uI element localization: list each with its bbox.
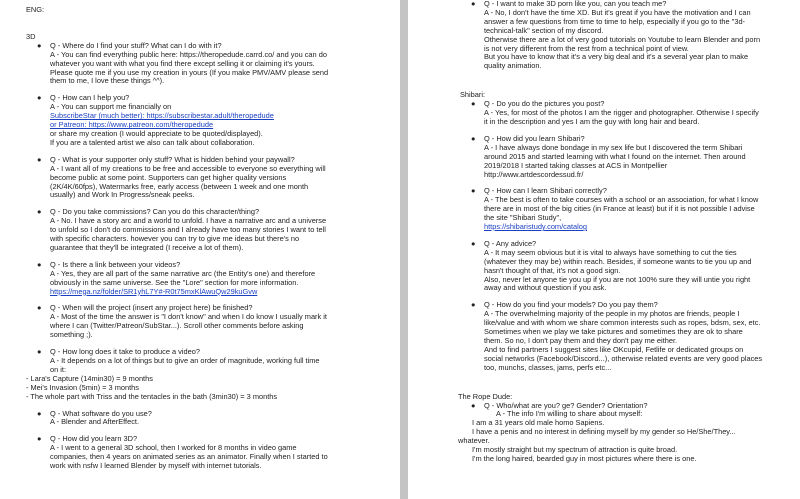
faq-answer	[50, 357, 390, 375]
answer-line: companies, then 4 years on animated series as an animator. Finally when I started to	[50, 452, 328, 462]
answer-line: (whatever they may be) within reach. Besides, if someone wants to tie you up and	[484, 256, 752, 266]
artdescordessud-link[interactable]: http://www.artdescordessud.fr/	[484, 169, 584, 179]
answer-line: 2019/2018 I started taking classes at ACS in Montpellier	[484, 160, 668, 170]
faq-item	[460, 240, 790, 293]
faq-answer	[50, 165, 390, 201]
answer-line: A - It may seem obvious but it is vital to always have something to cut the ties	[484, 247, 737, 257]
mega-lore-link[interactable]: https://mega.nz/folder/SR1yhL7Y#-R0t75mxKlAwuQw29kuGvw	[50, 286, 258, 296]
faq-question: Q - How did you learn Shibari?	[484, 133, 585, 143]
faq-question: Q - How can I learn Shibari correctly?	[484, 186, 607, 196]
answer-line: I have a penis and no interest in defining myself by my gender so He/She/They...	[472, 427, 736, 437]
answer-line: whatever you want with what you find there except selling it or claiming it's yours.	[50, 58, 315, 68]
answer-line: become public at some point. Supporters can get higher quality versions	[50, 172, 287, 182]
bullet-icon: ●	[37, 93, 42, 103]
answer-line: A - No, I don't have the time XD. But it's great if you have the motivation and I can	[484, 7, 751, 17]
answer-line: I am a 31 years old male homo Sapiens.	[472, 418, 605, 428]
answer-line: hasn't thought of that, it's not a good sign.	[484, 265, 621, 275]
section-heading-shibari: Shibari:	[460, 90, 486, 100]
answer-line: to unfold so I don't do commissions and I already have too many stories I want to tell	[50, 225, 326, 235]
faq-item	[460, 187, 790, 232]
answer-line: Sometimes when we play we take pictures and sometimes they are ok to share	[484, 327, 743, 337]
bullet-icon: ●	[471, 238, 476, 248]
faq-item	[26, 304, 390, 340]
faq-item	[26, 42, 390, 87]
answer-line: whatever.	[458, 436, 490, 446]
answer-line: But you have to know that it's a very big deal and it's a several year plan to make	[484, 52, 749, 62]
answer-line: away and without question if you ask.	[484, 283, 607, 293]
answer-line: too, munchs, classes, jams, perfs etc...	[484, 362, 612, 372]
faq-answer	[50, 444, 390, 471]
faq-question: Q - When will the project (insert any project here) be finished?	[50, 303, 253, 313]
answer-line: Please quote me if you use my creation in yours (If you make PMV/AMV please send	[50, 67, 329, 77]
bullet-icon: ●	[471, 400, 476, 410]
answer-line: something ;).	[50, 330, 93, 340]
answer-line: them. So no, I don't pay them and they don't pay me either.	[484, 336, 678, 345]
faq-answer	[484, 144, 790, 180]
language-label: ENG:	[26, 5, 45, 14]
faq-question: Q - I want to make 3D porn like you, can you teach me?	[484, 0, 667, 8]
patreon-link[interactable]: or Patreon: https://www.patreon.com/theropedude	[50, 120, 214, 130]
answer-line: where I can (Twitter/Patreon/SubStar...). Scroll other comments before asking	[50, 321, 304, 331]
answer-line: around 2015 and started learning with what I found on the internet. Then around	[484, 151, 746, 161]
faq-item	[460, 0, 790, 71]
answer-line: is not very different from the rest from a technical point of view.	[484, 43, 689, 53]
answer-line: A - The overwhelming majority of the people in my photos are friends, people I	[484, 309, 740, 319]
faq-answer	[50, 217, 390, 253]
section-heading-rope-dude: The Rope Dude:	[458, 391, 513, 401]
document-page-right	[408, 0, 800, 499]
answer-line: Also, never let anyone tie you up if you are not 100% sure they will untie you right	[484, 274, 751, 284]
bullet-icon: ●	[37, 303, 42, 313]
faq-answer	[50, 51, 390, 87]
bullet-icon: ●	[37, 347, 42, 357]
answer-line: I'm the long haired, bearded guy in most pictures where there is one.	[472, 453, 697, 463]
answer-line: If you are a talented artist we also can talk about collaboration.	[50, 137, 255, 147]
answer-line: them to me, I love these things ^^).	[50, 76, 165, 86]
faq-answer	[484, 196, 790, 232]
answer-line: answer a few questions from time to time to help, especially if you go to the "3d-	[484, 16, 746, 26]
answer-line: the site "Shibari Study",	[484, 213, 562, 223]
answer-line: A - Yes, they are all part of the same narrative arc (the Entity's one) and therefore	[50, 268, 316, 278]
faq-question: Q - Do you take commissions? Can you do this character/thing?	[50, 207, 260, 217]
answer-line: with specific characters. however you can try to give me ideas but there's no	[50, 234, 300, 244]
answer-line: technical-talk" section of my discord.	[484, 25, 604, 35]
bullet-icon: ●	[37, 40, 42, 50]
faq-list-3d	[26, 42, 390, 471]
faq-item	[26, 94, 390, 147]
bullet-icon: ●	[37, 408, 42, 418]
faq-question: Q - How do you find your models? Do you pay them?	[484, 300, 658, 310]
answer-line: quality animation.	[484, 61, 542, 71]
answer-line: guarantee that they'll be integrated (I receive a lot of them).	[50, 242, 244, 252]
answer-line: A - I went to a general 3D school, then I worked for 8 months in video game	[50, 443, 297, 453]
faq-item	[26, 435, 390, 471]
answer-line: A - The best is often to take courses with a school or an association, for what I know	[484, 195, 759, 205]
faq-question: Q - How did you learn 3D?	[50, 434, 138, 444]
faq-answer: A - The info I'm willing to share about myself:	[496, 409, 643, 419]
faq-answer	[50, 103, 390, 148]
answer-line: A - You can find everything public here: https://theropedude.carrd.co/ and you can do	[50, 49, 327, 59]
faq-question: Q - Do you do the pictures you post?	[484, 99, 605, 109]
answer-line: A - Yes, for most of the photos I am the rigger and photographer. Otherwise I specify	[484, 108, 759, 118]
faq-question: Q - Where do I find your stuff? What can I do with it?	[50, 40, 222, 50]
answer-line: it in the description and yes I am the guy with long hair and beard.	[484, 116, 700, 126]
duration-line: - Mei's Invasion (5min) = 3 months	[26, 382, 139, 392]
answer-line: or share my creation (I would appreciate to be quoted/displayed).	[50, 128, 263, 138]
answer-line: A - I have always done bondage in my sex life but I discovered the term Shibari	[484, 142, 743, 152]
section-heading-3d: 3D	[26, 31, 36, 41]
bullet-icon: ●	[471, 99, 476, 109]
faq-question: Q - Any advice?	[484, 238, 537, 248]
answer-line: A - It depends on a lot of things but to give an order of magnitude, working full time	[50, 356, 320, 365]
answer-line: I'm mostly straight but my spectrum of attraction is quite broad.	[472, 445, 678, 455]
answer-line: social networks (Facebook/Discord...), otherwise related events are very good places	[484, 353, 763, 363]
faq-item	[26, 208, 390, 253]
bullet-icon: ●	[471, 0, 476, 8]
answer-line: like/value and with whom we share common interests such as ropes, bdsm, sex, etc.	[484, 318, 761, 328]
faq-answer	[484, 310, 790, 372]
faq-item	[26, 348, 390, 375]
duration-line: - Lara's Capture (14min30) = 9 months	[26, 373, 153, 383]
faq-question: Q - Is there a link between your videos?	[50, 259, 181, 269]
faq-item	[26, 410, 390, 428]
duration-list	[26, 375, 390, 402]
page-gutter	[400, 0, 408, 499]
answer-line: And to find partners I suggest sites like OKcupid, Fetlife or dedicated groups on	[484, 344, 744, 354]
answer-line: on it:	[50, 364, 67, 374]
faq-question: Q - How can I help you?	[50, 93, 130, 103]
faq-item	[460, 100, 790, 127]
bullet-icon: ●	[471, 133, 476, 143]
duration-line: - The whole part with Triss and the tentacles in the bath (3min30) = 3 months	[26, 391, 278, 401]
answer-line: A - Blender and AfterEffect.	[50, 417, 140, 427]
faq-question: Q - What software do you use?	[50, 408, 152, 418]
faq-item	[26, 261, 390, 297]
answer-line: A - No. I have a story arc and a world to unfold. I have a narrative arc and a universe	[50, 216, 327, 226]
faq-item	[460, 135, 790, 180]
answer-line: usually) and Work In Progress/sneak peeks.	[50, 190, 195, 200]
faq-item	[26, 156, 390, 201]
faq-answer	[484, 109, 790, 127]
faq-answer	[50, 418, 390, 427]
faq-answer	[484, 9, 790, 71]
faq-item	[460, 301, 790, 372]
answer-line: obviously in the same universe. See the "Lore" section for more information.	[50, 277, 299, 287]
answer-line: work with nsfw I learned Blender by myself with internet tutorials.	[50, 461, 262, 471]
bullet-icon: ●	[471, 186, 476, 196]
subscribestar-link[interactable]: SubscribeStar (much better): https://subscribestar.adult/theropedude	[50, 111, 274, 121]
shibaristudy-link[interactable]: https://shibaristudy.com/catalog	[484, 222, 587, 232]
answer-line: A - I want all of my creations to be free and accessible to everyone so everything will	[50, 163, 326, 173]
answer-line: (2K/4K/60fps), Watermarks free, early access (between 1 week and one month	[50, 181, 309, 191]
faq-question: Q - Who/what are you? ge? Gender? Orientation?	[484, 400, 648, 410]
answer-line: there are in most of the big cities (in France at least) but if it is not possible I advise	[484, 204, 755, 214]
faq-answer	[50, 270, 390, 297]
faq-question: Q - How long does it take to produce a video?	[50, 347, 200, 357]
bullet-icon: ●	[37, 154, 42, 164]
faq-answer	[50, 313, 390, 340]
bullet-icon: ●	[37, 259, 42, 269]
faq-question: Q - What is your supporter only stuff? What is hidden behind your paywall?	[50, 154, 295, 164]
bullet-icon: ●	[471, 300, 476, 310]
answer-line: Otherwise there are a lot of very good tutorials on Youtube to learn Blender and porn	[484, 34, 761, 44]
faq-answer	[484, 249, 790, 294]
bullet-icon: ●	[37, 434, 42, 444]
answer-line: A - You can support me financially on	[50, 102, 172, 112]
bullet-icon: ●	[37, 207, 42, 217]
faq-item	[460, 402, 790, 420]
answer-line: A - Most of the time the answer is "I don't know" and when I do know I usually mark it	[50, 312, 327, 322]
